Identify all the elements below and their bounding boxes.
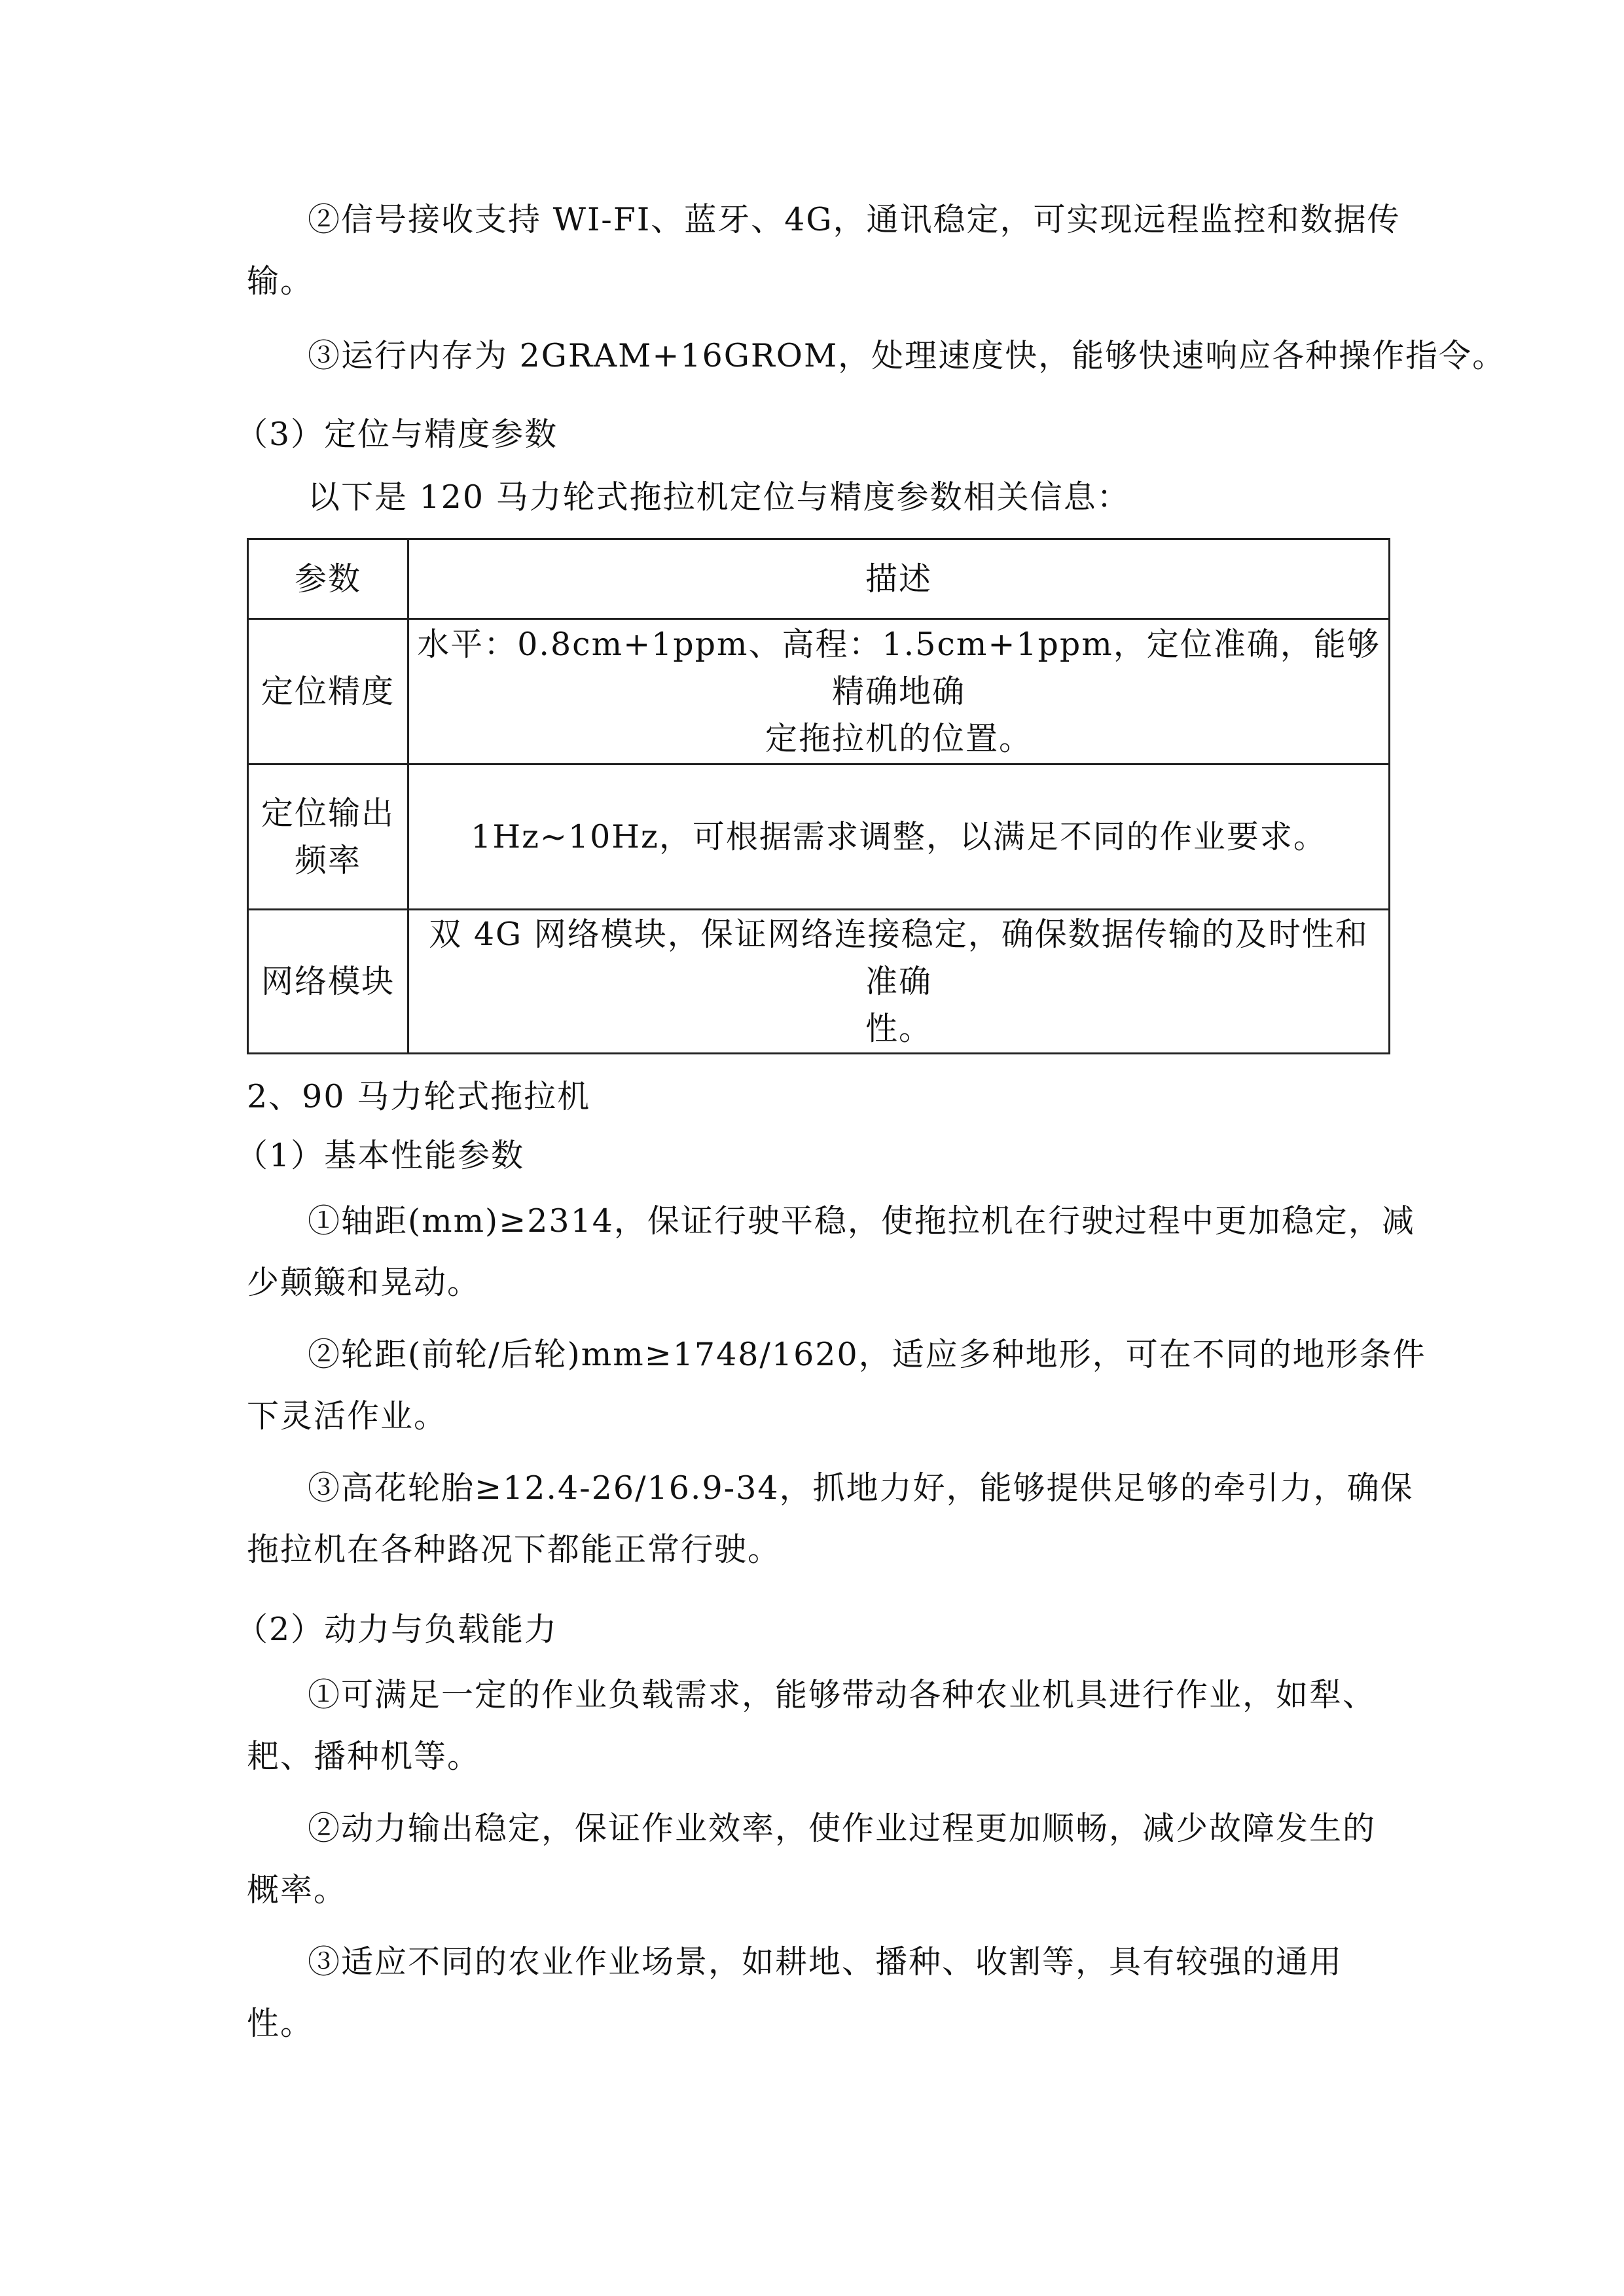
section-title-90hp: 2、90 马力轮式拖拉机 [247, 1078, 591, 1115]
item-load-line2: 耙、播种机等。 [247, 1738, 481, 1775]
item-wheelbase-line1: ①轴距(mm)≥2314，保证行驶平稳，使拖拉机在行驶过程中更加稳定，减 [308, 1202, 1415, 1240]
section-heading-positioning: （3）定位与精度参数 [236, 416, 558, 453]
item-power-line1: ②动力输出稳定，保证作业效率，使作业过程更加顺畅，减少故障发生的 [308, 1810, 1377, 1847]
cell-desc [408, 910, 1390, 1054]
subsection-basic-performance: （1）基本性能参数 [236, 1137, 525, 1174]
item-load-line1: ①可满足一定的作业负载需求，能够带动各种农业机具进行作业，如犁、 [308, 1676, 1377, 1713]
header-param: 参数 [248, 539, 408, 619]
item-scenarios-line2: 性。 [247, 2005, 314, 2042]
item-scenarios-line1: ③适应不同的农业作业场景，如耕地、播种、收割等，具有较强的通用 [308, 1943, 1343, 1981]
item-wheelbase-line2: 少颠簸和晃动。 [247, 1264, 481, 1301]
cell-param-line: 频率 [294, 841, 361, 879]
cell-desc-line: 双 4G 网络模块，保证网络连接稳定，确保数据传输的及时性和准确 [429, 915, 1369, 1000]
item-track-line2: 下灵活作业。 [247, 1397, 448, 1435]
cell-param: 定位精度 [248, 619, 408, 764]
subsection-power-load: （2）动力与负载能力 [236, 1611, 558, 1648]
table-row [248, 910, 1390, 1054]
positioning-params-table [247, 538, 1390, 1054]
paragraph-memory: ③运行内存为 2GRAM+16GROM，处理速度快，能够快速响应各种操作指令。 [308, 337, 1506, 374]
item-tires-line1: ③高花轮胎≥12.4-26/16.9-34，抓地力好，能够提供足够的牵引力，确保 [308, 1469, 1414, 1507]
cell-desc-line: 性。 [865, 1009, 932, 1047]
cell-desc [408, 619, 1390, 764]
cell-desc: 1Hz~10Hz，可根据需求调整，以满足不同的作业要求。 [408, 764, 1390, 910]
item-tires-line2: 拖拉机在各种路况下都能正常行驶。 [247, 1531, 782, 1568]
cell-desc-line: 定拖拉机的位置。 [765, 719, 1032, 757]
header-desc: 描述 [408, 539, 1390, 619]
table-header-row [248, 539, 1390, 619]
table-row [248, 619, 1390, 764]
table-intro: 以下是 120 马力轮式拖拉机定位与精度参数相关信息： [308, 478, 1130, 516]
cell-param-line: 定位输出 [261, 794, 395, 832]
cell-desc-line: 水平：0.8cm+1ppm、高程：1.5cm+1ppm，定位准确，能够精确地确 [417, 625, 1380, 710]
cell-param: 网络模块 [248, 910, 408, 1054]
paragraph-signal-line1: ②信号接收支持 WI-FI、蓝牙、4G，通讯稳定，可实现远程监控和数据传 [308, 201, 1401, 238]
table-row [248, 764, 1390, 910]
paragraph-signal-line2: 输。 [247, 262, 314, 300]
item-track-line1: ②轮距(前轮/后轮)mm≥1748/1620，适应多种地形，可在不同的地形条件 [308, 1336, 1426, 1373]
item-power-line2: 概率。 [247, 1871, 348, 1909]
cell-param [248, 764, 408, 910]
